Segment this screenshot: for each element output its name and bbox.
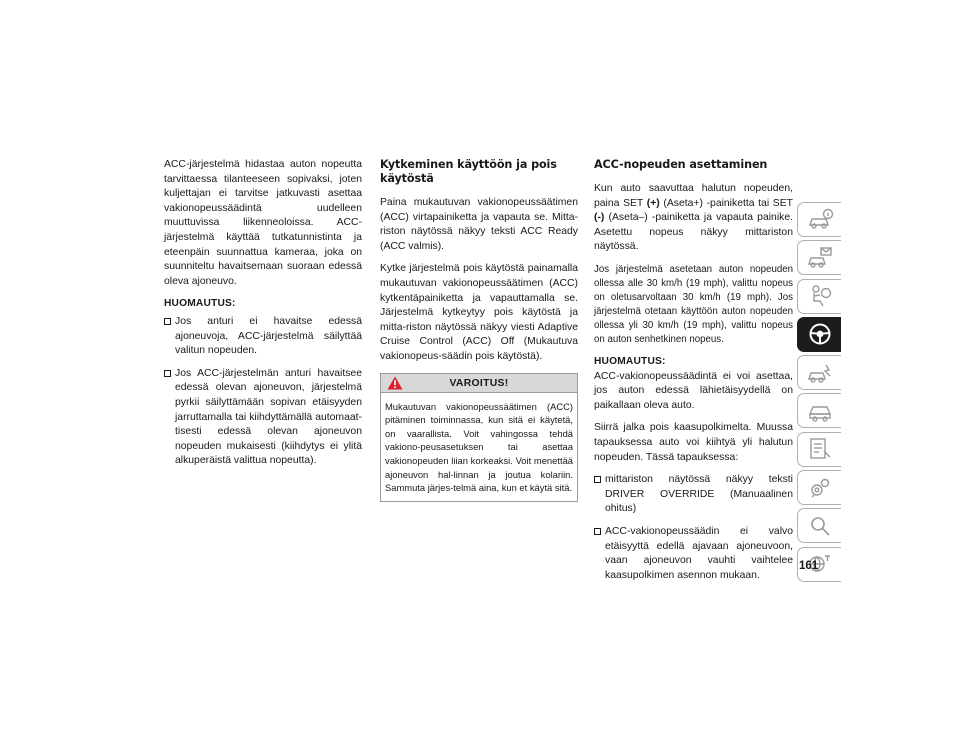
car-service-icon: [806, 398, 834, 424]
left-column: [164, 158, 362, 477]
checkbox-bullet-icon: [164, 318, 171, 325]
tab-car-service[interactable]: [797, 393, 841, 428]
tab-airbag-person[interactable]: [797, 279, 841, 314]
text-run: (Aseta+) -painiketta tai SET: [659, 197, 793, 209]
page-number: 161: [799, 560, 819, 572]
paragraph: Jos järjestelmä asetetaan auton nopeuden ollessa alle 30 km/h (19 mph), valittu nopeus on oletusarvoltaan 30 km/h (19 mph). Jos järjestelmä otetaan käyttöön auton nopeuden ollessa yli 30 km/h (19 mph), valittu nopeus on auton senhetkinen nopeus.: [594, 263, 793, 345]
checkbox-bullet-icon: [594, 528, 601, 535]
minus-symbol: (-): [594, 212, 605, 224]
section-heading: Kytkeminen käyttöön ja pois käytöstä: [380, 158, 557, 185]
list-item-text: mittariston näytössä näkyy teksti DRIVER OVERRIDE (Manuaalinen ohitus): [605, 474, 793, 515]
tab-car-envelope[interactable]: [797, 240, 841, 275]
list-item-text: ACC-vakionopeussäädin ei valvo etäisyyttä edellä ajavaan ajoneuvoon, vaan ajoneuvon vauhti vaihtelee kaasupolkimen asennon mukaan.: [605, 525, 793, 581]
car-info-icon: [806, 207, 834, 233]
tab-car-info[interactable]: [797, 202, 841, 237]
gear-wrench-icon: [806, 475, 834, 501]
note-title: HUOMAUTUS:: [164, 298, 236, 310]
list-item: [594, 525, 793, 583]
list-item: [164, 315, 362, 359]
airbag-person-icon: [806, 283, 834, 309]
magnifier-icon: [806, 513, 834, 539]
text-run: Kun auto saavuttaa halutun nopeuden, paina SET: [594, 183, 793, 209]
middle-column: [380, 158, 578, 502]
paragraph: Siirrä jalka pois kaasupolkimelta. Muussa tapauksessa auto voi kiihtyä yli halutun nopeuden. Tässä tapauksessa:: [594, 422, 793, 463]
paragraph: Kytke järjestelmä pois käytöstä painamalla mukautuvan vakionopeussäätimen (ACC) kytkentäpainiketta ja vapauttamalla se. Järjestelmä kytkeytyy pois käytöstä ja mitta-riston näytössä näkyy viesti Adaptive Cruise Control (ACC) Off (Mukautuva vakionopeus-säädin pois käytöstä).: [380, 263, 578, 362]
list-item: [594, 473, 793, 517]
tab-car-crash[interactable]: [797, 355, 841, 390]
section-tabs: [797, 202, 841, 585]
checkbox-bullet-icon: [594, 476, 601, 483]
override-bullet-list: [594, 473, 793, 583]
tab-gear-wrench[interactable]: [797, 470, 841, 505]
maintenance-chart-icon: [806, 436, 834, 462]
warning-header: [381, 374, 577, 393]
car-crash-icon: [806, 360, 834, 386]
steering-wheel-icon: [806, 321, 834, 347]
intro-paragraph: ACC-järjestelmä hidastaa auton nopeutta tarvittaessa tilanteeseen sopivaksi, joten kuljettajan ei tarvitse jatkuvasti asettaa vakionopeussäädintä uudelleen muuttuvissa liikenneoloissa. ACC-järjestelmä käyttää tutkatunnistinta ja eteenpäin suunnattua kameraa, joka on suunniteltu havaitsemaan suoraan edessä oleva ajoneuvo.: [164, 159, 362, 287]
list-item-text: Jos ACC-järjestelmän anturi havaitsee edessä olevan ajoneuvon, järjestelmä pyrkii säilyttämään sopivan etäisyyden jarruttamalla tai kiihdyttämällä automaat-tisesti edessä olevan ajoneuvon nopeuden mukaisesti (kiihdytys ei ylitä alkuperäistä valittua nopeutta).: [175, 367, 362, 467]
note-bullet-list: [164, 315, 362, 469]
paragraph: [594, 182, 793, 255]
warning-box: [380, 373, 578, 502]
checkbox-bullet-icon: [164, 370, 171, 377]
section-heading: ACC-nopeuden asettaminen: [594, 158, 768, 171]
note-text: ACC-vakionopeussäädintä ei voi asettaa, jos auton edessä lähietäisyydellä on paikallaan oleva auto.: [594, 370, 793, 411]
text-run: (Aseta–) -painiketta ja vapauta painike. Asetettu nopeus näkyy mittariston näytössä.: [594, 212, 793, 253]
car-envelope-icon: [806, 245, 834, 271]
warning-triangle-icon: [387, 376, 403, 390]
note-title: HUOMAUTUS:: [594, 355, 666, 367]
list-item: [164, 367, 362, 469]
paragraph: Paina mukautuvan vakionopeussäätimen (ACC) virtapainiketta ja vapauta se. Mitta-riston näytössä näkyy teksti ACC Ready (ACC valmis).: [380, 197, 578, 252]
tab-magnifier[interactable]: [797, 508, 841, 543]
list-item-text: Jos anturi ei havaitse edessä ajoneuvoja, ACC-järjestelmä säilyttää valitun nopeuden.: [175, 315, 362, 357]
warning-text: Mukautuvan vakionopeussäätimen (ACC) pitäminen toiminnassa, kun sitä ei käytetä, on vaarallista. Voit vahingossa tehdä vakiono-peusasetuksen tai asettaa vakionopeuden liian korkeaksi. Voit menettää ajoneuvon hal-linnan ja joutua kolariin. Sammuta järjes-telmä aina, kun et käytä sitä.: [385, 400, 573, 494]
plus-symbol: (+): [646, 197, 660, 209]
tab-steering-wheel[interactable]: [797, 317, 841, 352]
tab-maintenance-chart[interactable]: [797, 432, 841, 467]
warning-title: VAROITUS!: [449, 377, 509, 389]
right-column: [594, 158, 793, 591]
